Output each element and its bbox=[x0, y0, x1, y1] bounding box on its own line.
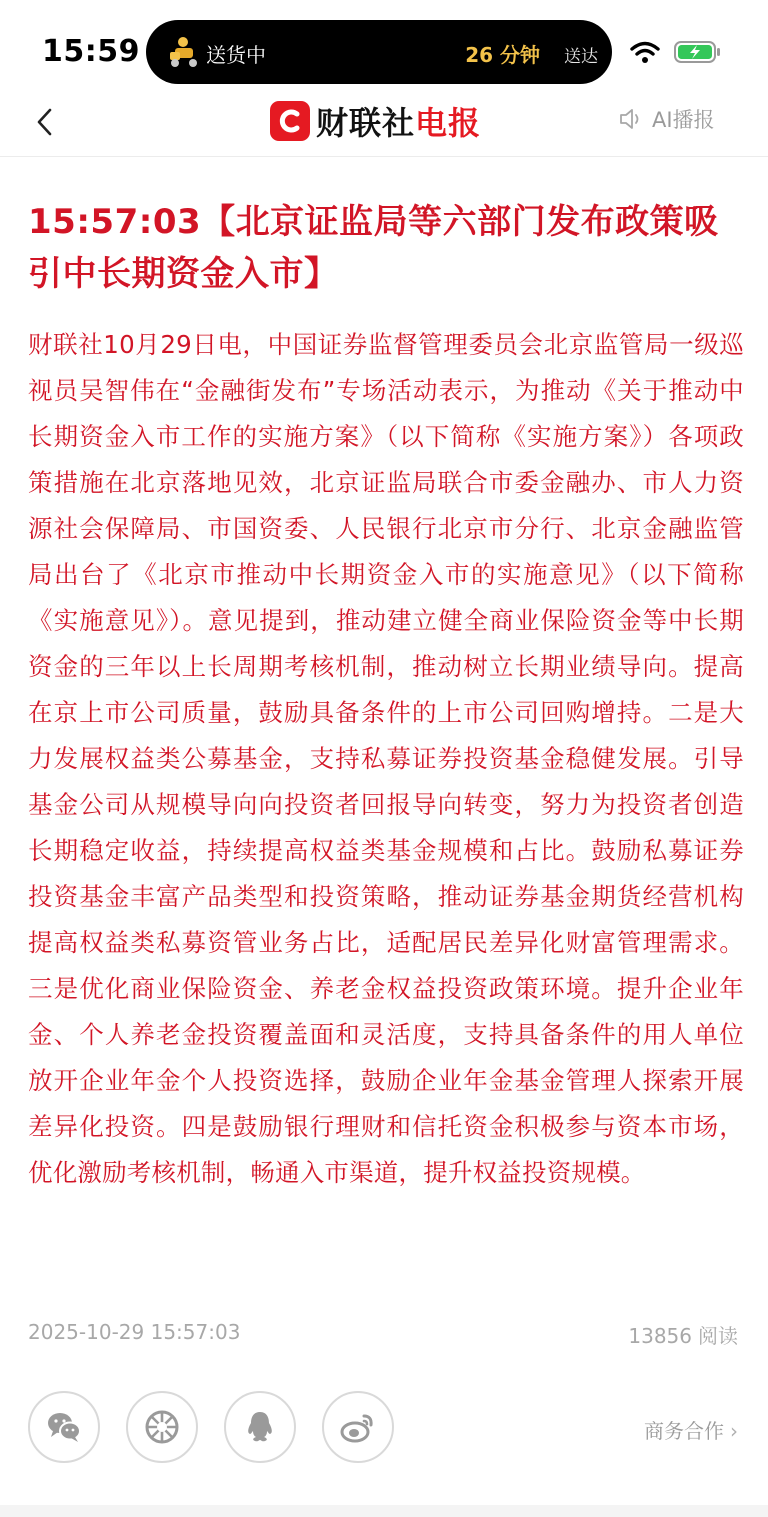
wifi-icon bbox=[630, 40, 660, 64]
chevron-right-icon: › bbox=[730, 1419, 738, 1443]
share-moments-button[interactable] bbox=[126, 1391, 198, 1463]
wechat-icon bbox=[44, 1407, 84, 1447]
cls-telegraph-logo bbox=[270, 98, 481, 144]
read-count bbox=[622, 1320, 738, 1349]
share-weibo-button[interactable] bbox=[322, 1391, 394, 1463]
moments-icon bbox=[142, 1407, 182, 1447]
cls-logo-mark-icon bbox=[270, 101, 310, 141]
business-cooperation-label: 商务合作 bbox=[644, 1419, 724, 1443]
status-time: 15:59 bbox=[42, 34, 140, 69]
business-cooperation-link[interactable] bbox=[644, 1415, 738, 1444]
share-row bbox=[28, 1391, 420, 1463]
ai-broadcast-button[interactable] bbox=[618, 104, 715, 134]
nav-bar bbox=[0, 92, 768, 157]
read-count-value: 13856 bbox=[628, 1324, 692, 1348]
share-qq-button[interactable] bbox=[224, 1391, 296, 1463]
bottom-divider bbox=[0, 1505, 768, 1517]
logo-text-cls: 财联社 bbox=[316, 104, 416, 142]
delivery-status-label: 送货中 bbox=[206, 43, 266, 67]
back-chevron-icon[interactable] bbox=[30, 102, 60, 142]
ai-broadcast-label: AI播报 bbox=[652, 108, 715, 132]
weibo-icon bbox=[338, 1407, 378, 1447]
delivery-eta-suffix: 送达 bbox=[564, 47, 598, 67]
delivery-rider-icon bbox=[166, 34, 202, 70]
article-headline: 15:57:03【北京证监局等六部门发布政策吸引中长期资金入市】 bbox=[28, 202, 719, 294]
logo-text-telegraph: 电报 bbox=[415, 104, 482, 142]
speaker-icon bbox=[618, 106, 644, 132]
read-count-label: 阅读 bbox=[698, 1324, 738, 1348]
delivery-eta: 26 分钟 bbox=[465, 43, 540, 67]
dynamic-island-delivery[interactable] bbox=[146, 20, 612, 84]
article-body: 财联社10月29日电，中国证券监督管理委员会北京监管局一级巡视员吴智伟在“金融街发布”专场活动表示，为推动《关于推动中长期资金入市工作的实施方案》（以下简称《实施方案》）各项政策措施在北京落地见效，北京证监局联合市委金融办、市人力资源社会保障局、市国资委、人民银行北京市分行、北京金融监管局出台了《北京市推动中长期资金入市的实施意见》（以下简称《实施意见》）。意见提到，推动建立健全商业保险资金等中长期资金的三年以上长周期考核机制，推动树立长期业绩导向。提高在京上市公司质量，鼓励具备条件的上市公司回购增持。二是大力发展权益类公募基金，支持私募证券投资基金稳健发展。引导基金公司从规模导向向投资者回报导向转变，努力为投资者创造长期稳定收益，持续提高权益类基金规模和占比。鼓励私募证券投资基金丰富产品类型和投资策略，推动证券基金期货经营机构提高权益类私募资管业务占比，适配居民差异化财富管理需求。三是优化商业保险资金、养老金权益投资政策环境。提升企业年金、个人养老金投资覆盖面和灵活度，支持具备条件的用人单位放开企业年金个人投资选择，鼓励企业年金基金管理人探索开展差异化投资。四是鼓励银行理财和信托资金积极参与资本市场，优化激励考核机制，畅通入市渠道，提升权益投资规模。 bbox=[28, 330, 744, 1187]
share-wechat-button[interactable] bbox=[28, 1391, 100, 1463]
qq-icon bbox=[240, 1407, 280, 1447]
status-bar bbox=[0, 0, 768, 92]
battery-charging-icon bbox=[674, 40, 722, 64]
article-datetime: 2025-10-29 15:57:03 bbox=[28, 1320, 241, 1344]
